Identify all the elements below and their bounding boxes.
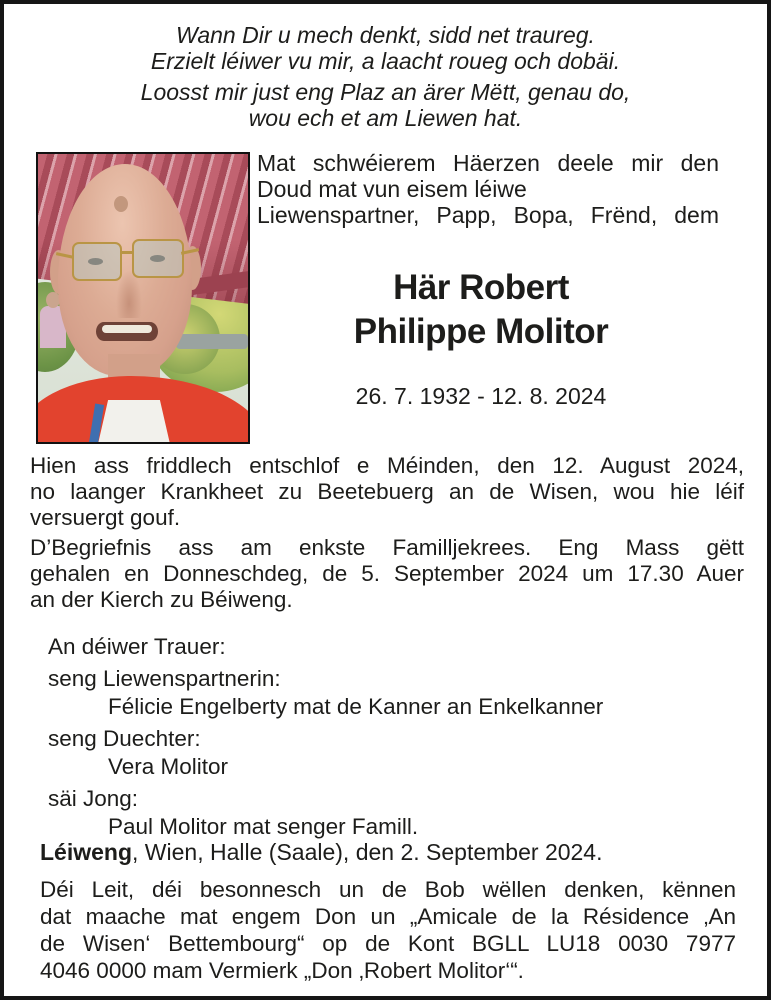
mourner-relation: säi Jong:: [48, 786, 139, 811]
memorial-verse: [4, 22, 767, 131]
verse-line: Erzielt léiwer vu mir, a laacht roueg och dobäi.: [150, 48, 621, 74]
photo-glasses-bridge: [120, 251, 134, 254]
paragraph-line: D’Begriefnis ass am enkste Familljekrees. Eng Mass gëtt: [30, 535, 744, 560]
deceased-name: [255, 266, 707, 354]
mourner-relation: seng Liewenspartnerin:: [48, 666, 281, 691]
paragraph-line: dat maache mat engem Don un „Amicale de la Résidence ‚An: [40, 904, 736, 929]
dateline: [40, 839, 603, 866]
portrait-photo: [36, 152, 250, 444]
dateline-rest: , Wien, Halle (Saale), den 2. September 2024.: [132, 839, 603, 865]
mourner-names: Félicie Engelberty mat de Kanner an Enkelkanner: [108, 694, 604, 719]
mourners-header: An déiwer Trauer:: [48, 634, 226, 659]
mourner-relation: seng Duechter:: [48, 726, 201, 751]
intro-line: Doud mat vun eisem léiwe: [257, 176, 527, 202]
donation-note: [40, 876, 736, 984]
mourner-names: Paul Molitor mat senger Famill.: [108, 814, 419, 839]
photo-grey-ledge: [176, 334, 248, 349]
intro-line: Liewenspartner, Papp, Bopa, Frënd, dem: [257, 202, 719, 228]
verse-line: wou ech et am Liewen hat.: [248, 105, 523, 131]
deceased-name-line: Philippe Molitor: [353, 312, 609, 351]
photo-glasses-lens: [72, 242, 122, 281]
paragraph-line: an der Kierch zu Béiweng.: [30, 587, 293, 612]
paragraph-line: Hien ass friddlech entschlof e Méinden, den 12. August 2024,: [30, 453, 744, 478]
verse-line: Loosst mir just eng Plaz an ärer Mëtt, genau do,: [140, 79, 631, 105]
paragraph-line: no laanger Krankheet zu Beetebuerg an de Wisen, wou hie léif: [30, 479, 744, 504]
deceased-name-line: Här Robert: [393, 268, 569, 307]
paragraph-line: de Wisen‘ Bettembourg“ op de Kont BGLL LU18 0030 7977: [40, 931, 736, 956]
intro-text: [257, 150, 719, 228]
mourners-section: [48, 633, 728, 841]
verse-stanza-1: [4, 22, 767, 74]
paragraph-line: versuergt gouf.: [30, 505, 181, 530]
paragraph-line: 4046 0000 mam Vermierk „Don ‚Robert Molitor‘“.: [40, 958, 524, 983]
life-dates: 26. 7. 1932 - 12. 8. 2024: [355, 383, 607, 409]
mourner-names: Vera Molitor: [108, 754, 229, 779]
intro-line: Mat schwéierem Häerzen deele mir den: [257, 150, 719, 176]
photo-glasses-lens: [132, 239, 184, 278]
paragraph-line: Déi Leit, déi besonnesch un de Bob wëllen denken, kënnen: [40, 877, 736, 902]
dateline-place: Léiweng: [40, 839, 133, 865]
death-announcement: [30, 453, 744, 531]
photo-teeth: [102, 325, 152, 333]
photo-white-tshirt: [98, 400, 170, 444]
photo-forehead-spot: [114, 196, 128, 212]
verse-stanza-2: [4, 79, 767, 131]
verse-line: Wann Dir u mech denkt, sidd net traureg.: [176, 22, 595, 48]
paragraph-line: gehalen en Donneschdeg, de 5. September 2024 um 17.30 Auer: [30, 561, 744, 586]
funeral-details: [30, 535, 744, 613]
